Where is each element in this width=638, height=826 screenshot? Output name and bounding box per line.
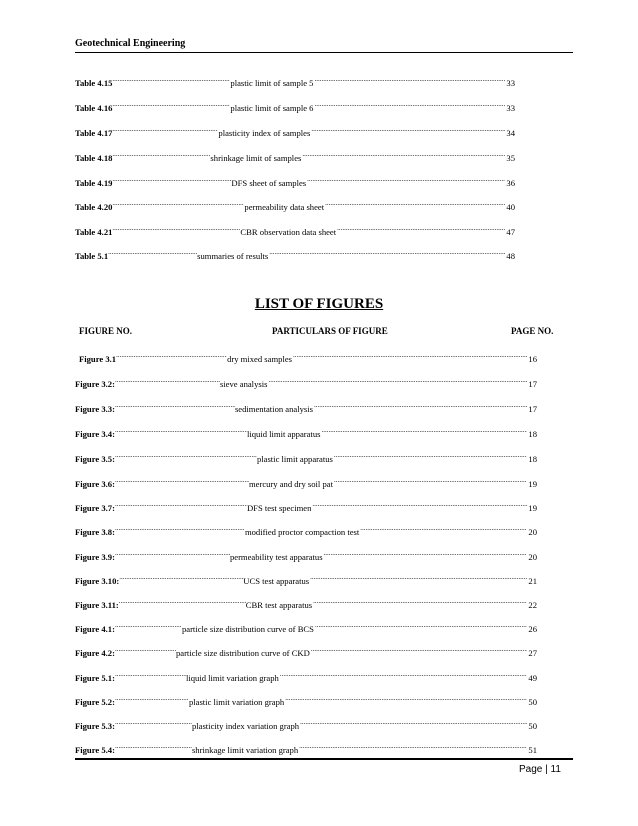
figure-entry	[75, 598, 537, 610]
figure-title: sieve analysis	[219, 379, 268, 389]
figure-label: Figure 5.4:	[75, 745, 115, 755]
figure-page-number: 22	[528, 600, 537, 610]
table-entry	[75, 151, 515, 163]
dot-leader	[115, 377, 220, 387]
figure-title: modified proctor compaction test	[244, 527, 360, 537]
dot-leader	[334, 477, 527, 487]
dot-leader	[325, 200, 505, 210]
dot-leader	[112, 151, 210, 161]
header-rule	[75, 52, 573, 53]
figure-title: sedimentation analysis	[234, 404, 313, 414]
dot-leader	[299, 743, 527, 753]
dot-leader	[285, 695, 527, 705]
dot-leader	[311, 126, 505, 136]
dot-leader	[115, 402, 235, 412]
figure-entry	[75, 452, 537, 464]
figure-page-number: 21	[528, 576, 537, 586]
dot-leader	[115, 622, 182, 632]
figure-entry	[75, 622, 537, 634]
figure-label: Figure 5.3:	[75, 721, 115, 731]
dot-leader	[300, 719, 527, 729]
dot-leader	[280, 671, 528, 681]
figure-page-number: 20	[528, 527, 537, 537]
figure-entry	[75, 501, 537, 513]
dot-leader	[112, 101, 230, 111]
dot-leader	[337, 225, 505, 235]
dot-leader	[334, 452, 528, 462]
dot-leader	[268, 377, 527, 387]
figure-page-number: 50	[528, 697, 537, 707]
dot-leader	[310, 574, 527, 584]
figure-title: particle size distribution curve of CKD	[175, 648, 310, 658]
table-label: Table 4.15	[75, 78, 113, 88]
figure-title: plastic limit apparatus	[256, 454, 333, 464]
figure-page-number: 16	[528, 354, 537, 364]
table-page-number: 40	[506, 202, 515, 212]
dot-leader	[115, 743, 192, 753]
dot-leader	[314, 76, 505, 86]
figure-entry	[75, 719, 537, 731]
table-page-number: 33	[506, 103, 515, 113]
figure-entry	[75, 574, 537, 586]
table-entry	[75, 225, 515, 237]
table-label: Table 4.19	[75, 178, 113, 188]
dot-leader	[115, 501, 247, 511]
table-entry	[75, 76, 515, 88]
figure-label: Figure 5.1:	[75, 673, 115, 683]
table-entry	[75, 176, 515, 188]
dot-leader	[269, 249, 505, 259]
table-title: permeability data sheet	[244, 202, 325, 212]
table-label: Table 4.21	[75, 227, 113, 237]
figure-page-number: 50	[528, 721, 537, 731]
dot-leader	[115, 671, 186, 681]
dot-leader	[115, 452, 257, 462]
dot-leader	[321, 427, 527, 437]
table-label: Table 4.16	[75, 103, 113, 113]
table-title: summaries of results	[197, 251, 269, 261]
dot-leader	[324, 550, 528, 560]
dot-leader	[116, 352, 227, 362]
figure-title: shrinkage limit variation graph	[191, 745, 299, 755]
figure-page-number: 18	[528, 454, 537, 464]
figure-page-number: 26	[528, 624, 537, 634]
dot-leader	[293, 352, 527, 362]
dot-leader	[315, 622, 527, 632]
figure-title: CBR test apparatus	[245, 600, 313, 610]
dot-leader	[115, 550, 230, 560]
table-label: Table 4.20	[75, 202, 113, 212]
table-title: plastic limit of sample 6	[230, 103, 314, 113]
figure-title: mercury and dry soil pat	[248, 479, 333, 489]
figure-page-number: 17	[528, 404, 537, 414]
running-header: Geotechnical Engineering	[75, 38, 186, 49]
figure-page-number: 49	[528, 673, 537, 683]
dot-leader	[112, 76, 230, 86]
table-page-number: 36	[506, 178, 515, 188]
dot-leader	[115, 477, 249, 487]
figure-title: DFS test specimen	[246, 503, 312, 513]
list-of-figures-heading: LIST OF FIGURES	[254, 296, 384, 312]
dot-leader	[311, 646, 528, 656]
table-title: plastic limit of sample 5	[230, 78, 314, 88]
figure-label: Figure 3.10:	[75, 576, 120, 586]
figure-title: particle size distribution curve of BCS	[181, 624, 314, 634]
figure-entry	[75, 695, 537, 707]
particulars-column-header: PARTICULARS OF FIGURE	[272, 326, 388, 336]
dot-leader	[115, 646, 176, 656]
figure-page-number: 19	[528, 503, 537, 513]
dot-leader	[312, 501, 527, 511]
figure-page-number: 18	[528, 429, 537, 439]
figure-label: Figure 5.2:	[75, 697, 115, 707]
figure-entry	[75, 377, 537, 389]
figure-page-number: 27	[528, 648, 537, 658]
figure-label: Figure 3.8:	[75, 527, 115, 537]
footer-rule	[75, 758, 573, 760]
figure-label: Figure 3.2:	[75, 379, 115, 389]
figure-label: Figure 3.7:	[75, 503, 115, 513]
table-entry	[75, 126, 515, 138]
table-page-number: 35	[506, 153, 515, 163]
table-label: Table 5.1	[75, 251, 109, 261]
figure-page-number: 19	[528, 479, 537, 489]
dot-leader	[115, 427, 247, 437]
figure-label: Figure 4.1:	[75, 624, 115, 634]
table-title: DFS sheet of samples	[231, 178, 307, 188]
figure-entry	[75, 427, 537, 439]
figure-entry	[75, 402, 537, 414]
figure-label: Figure 3.6:	[75, 479, 115, 489]
dot-leader	[302, 151, 505, 161]
figure-label: Figure 3.4:	[75, 429, 115, 439]
dot-leader	[112, 126, 218, 136]
figure-title: permeability test apparatus	[229, 552, 323, 562]
dot-leader	[314, 101, 505, 111]
table-entry	[75, 249, 515, 261]
page-number: Page | 11	[519, 764, 561, 775]
dot-leader	[115, 525, 245, 535]
figure-label: Figure 3.9:	[75, 552, 115, 562]
figure-label: Figure 3.1	[79, 354, 117, 364]
table-label: Table 4.17	[75, 128, 113, 138]
dot-leader	[112, 176, 231, 186]
figure-no-column-header: FIGURE NO.	[79, 326, 133, 336]
figure-entry	[75, 671, 537, 683]
table-page-number: 48	[506, 251, 515, 261]
dot-leader	[108, 249, 197, 259]
dot-leader	[314, 402, 527, 412]
page-no-column-header: PAGE NO.	[511, 326, 554, 336]
table-label: Table 4.18	[75, 153, 113, 163]
figure-label: Figure 3.11:	[75, 600, 119, 610]
table-page-number: 33	[506, 78, 515, 88]
figure-label: Figure 3.5:	[75, 454, 115, 464]
dot-leader	[360, 525, 527, 535]
figure-title: liquid limit variation graph	[185, 673, 279, 683]
table-entry	[75, 101, 515, 113]
figure-title: plasticity index variation graph	[191, 721, 300, 731]
figure-page-number: 20	[528, 552, 537, 562]
figure-title: UCS test apparatus	[243, 576, 310, 586]
figure-label: Figure 3.3:	[75, 404, 115, 414]
dot-leader	[115, 719, 192, 729]
table-page-number: 47	[506, 227, 515, 237]
figure-entry	[75, 525, 537, 537]
figure-entry	[75, 646, 537, 658]
figure-title: plastic limit variation graph	[188, 697, 285, 707]
dot-leader	[119, 574, 243, 584]
figure-entry	[75, 743, 537, 755]
figure-title: liquid limit apparatus	[246, 429, 321, 439]
table-entry	[75, 200, 515, 212]
table-title: plasticity index of samples	[218, 128, 311, 138]
dot-leader	[119, 598, 246, 608]
table-page-number: 34	[506, 128, 515, 138]
figure-title: dry mixed samples	[227, 354, 292, 364]
dot-leader	[112, 200, 244, 210]
dot-leader	[307, 176, 505, 186]
figure-page-number: 51	[528, 745, 537, 755]
dot-leader	[112, 225, 240, 235]
figure-entry	[75, 477, 537, 489]
figure-entry	[75, 550, 537, 562]
dot-leader	[115, 695, 189, 705]
table-title: shrinkage limit of samples	[210, 153, 302, 163]
figure-label: Figure 4.2:	[75, 648, 115, 658]
figure-page-number: 17	[528, 379, 537, 389]
figure-entry	[79, 352, 537, 364]
dot-leader	[313, 598, 527, 608]
table-title: CBR observation data sheet	[240, 227, 337, 237]
